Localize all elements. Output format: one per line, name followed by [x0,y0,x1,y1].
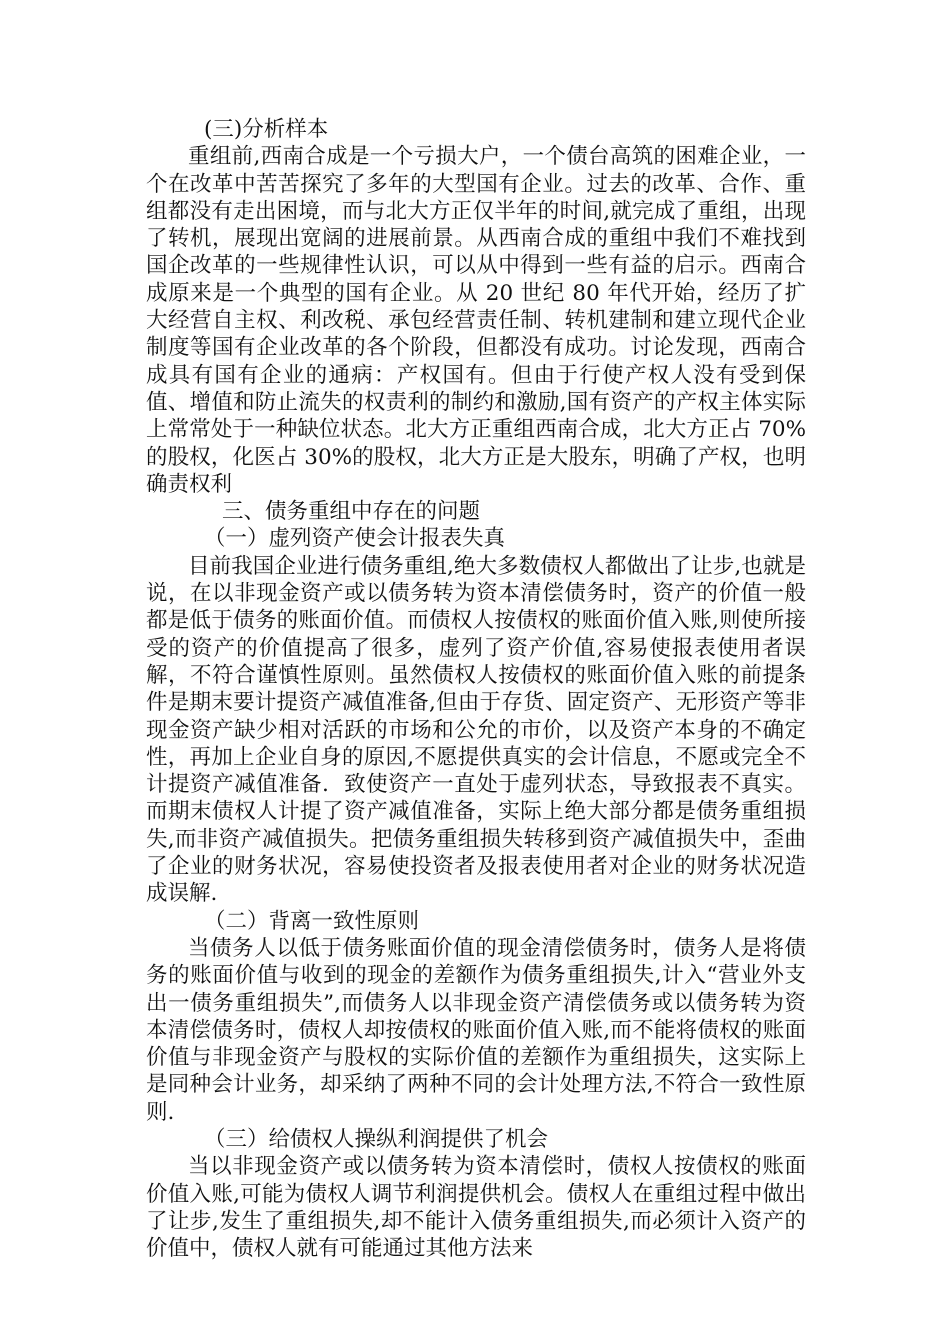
section-heading-problems: 三、债务重组中存在的问题 [222,499,481,525]
paragraph-false-assets: 目前我国企业进行债务重组,绝大多数债权人都做出了让步,也就是说，在以非现金资产或以债务转为资本清偿债务时，资产的价值一般都是低于债务的账面价值。而债权人按债权的账面价值入账,则使所接受的资产的价值提高了很多，虚列了资产价值,容易使报表使用者误解，不符合谨慎性原则。虽然债权人按债权的账面价值入账的前提条件是期末要计提资产减值准备,但由于存货、固定资产、无形资产等非现金资产缺少相对活跃的市场和公允的市价，以及资产本身的不确定性，再加上企业自身的原因,不愿提供真实的会计信息，不愿或完全不计提资产减值准备．致使资产一直处于虚列状态，导致报表不真实。而期末债权人计提了资产减值准备，实际上绝大部分都是债务重组损失,而非资产减值损失。把债务重组损失转移到资产减值损失中，歪曲了企业的财务状况，容易使投资者及报表使用者对企业的财务状况造成误解. [146,553,806,907]
paragraph-restructuring-case: 重组前,西南合成是一个亏损大户，一个债台高筑的困难企业，一个在改革中苦苦探究了多年的大型国有企业。过去的改革、合作、重组都没有走出困境，而与北大方正仅半年的时间,就完成了重组，出现了转机，展现出宽阔的进展前景。从西南合成的重组中我们不难找到国企改革的一些规律性认识，可以从中得到一些有益的启示。西南合成原来是一个典型的国有企业。从 20 世纪 80 年代开始，经历了扩大经营自主权、利改税、承包经营责任制、转机建制和建立现代企业制度等国有企业改革的各个阶段，但都没有成功。讨论发现，西南合成具有国有企业的通病：产权国有。但由于行使产权人没有受到保值、增值和防止流失的权责利的制约和激励,国有资产的产权主体实际上常常处于一种缺位状态。北大方正重组西南合成，北大方正占 70%的股权，化医占 30%的股权，北大方正是大股东，明确了产权，也明确责权利 [146,144,806,497]
subheading-false-assets: （一）虚列资产使会计报表失真 [204,526,506,552]
section-heading-analysis-sample: (三)分析样本 [204,117,329,142]
paragraph-consistency: 当债务人以低于债务账面价值的现金清偿债务时，债务人是将债务的账面价值与收到的现金的差额作为债务重组损失,计入“营业外支出一债务重组损失”,而债务人以非现金资产清偿债务或以债务转为资本清偿债务时，债权人却按债权的账面价值入账,而不能将债权的账面价值与非现金资产与股权的实际价值的差额作为重组损失，这实际上是同种会计业务，却采纳了两种不同的会计处理方法,不符合一致性原则. [146,935,806,1125]
subheading-profit-manipulation: （三）给债权人操纵利润提供了机会 [204,1126,549,1152]
document-body [146,116,806,1262]
subheading-consistency: （二）背离一致性原则 [204,908,420,934]
paragraph-profit-manipulation: 当以非现金资产或以债务转为资本清偿时，债权人按债权的账面价值入账,可能为债权人调节利润提供机会。债权人在重组过程中做出了让步,发生了重组损失,却不能计入债务重组损失,而必须计入资产的价值中，债权人就有可能通过其他方法来 [146,1154,806,1262]
